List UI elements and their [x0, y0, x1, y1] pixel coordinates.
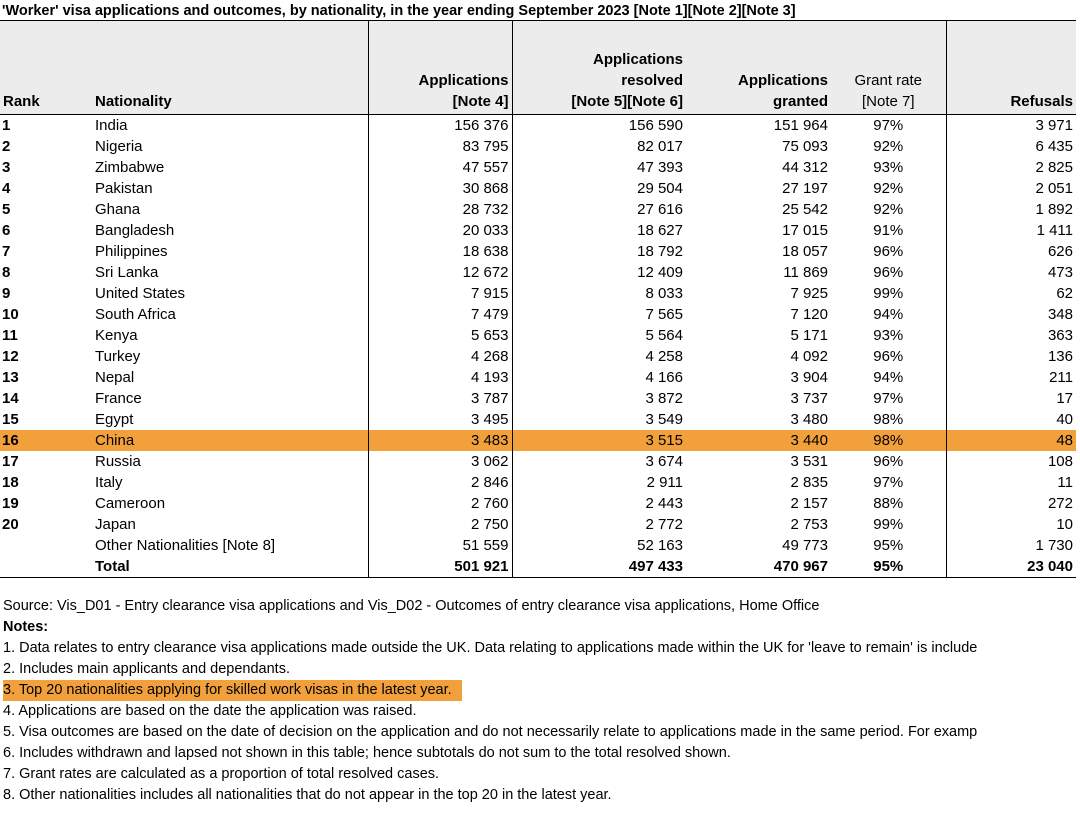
cell-refusals: 48	[946, 430, 1076, 451]
cell-nationality: Philippines	[95, 243, 168, 260]
cell-total-label: Total	[92, 556, 368, 578]
cell-rank: 7	[2, 243, 11, 260]
cell-rank: 15	[2, 411, 19, 428]
total-row	[0, 556, 1076, 578]
cell-applications: 47 557	[368, 157, 512, 178]
cell-grant-rate: 97%	[873, 474, 904, 491]
cell-rank: 10	[2, 306, 19, 323]
cell-refusals: 1 892	[946, 199, 1076, 220]
cell-grant-rate: 97%	[873, 390, 904, 407]
cell-refusals: 363	[946, 325, 1076, 346]
cell-nationality: Russia	[95, 453, 141, 470]
cell-rank: 6	[2, 222, 11, 239]
cell-nationality: France	[95, 390, 142, 407]
cell-granted: 44 312	[782, 159, 828, 176]
table-row	[0, 493, 1076, 514]
cell-nationality: South Africa	[95, 306, 176, 323]
cell-applications: 3 062	[368, 451, 512, 472]
cell-rank: 4	[2, 180, 11, 197]
table-header	[0, 21, 1076, 115]
cell-total-granted: 470 967	[686, 556, 831, 578]
cell-grant-rate: 99%	[873, 285, 904, 302]
header-grant-rate-line2: [Note 7]	[861, 93, 915, 110]
cell-refusals: 473	[946, 262, 1076, 283]
note-line	[3, 659, 977, 680]
cell-refusals: 1 730	[946, 535, 1076, 556]
notes-list	[3, 638, 978, 803]
table-row	[0, 199, 1076, 220]
table-row	[0, 325, 1076, 346]
header-grant-rate-line1: Grant rate	[854, 72, 923, 89]
cell-refusals: 108	[946, 451, 1076, 472]
cell-granted: 3 440	[686, 430, 831, 451]
notes-header: Notes:	[3, 619, 49, 635]
cell-rank: 19	[2, 495, 19, 512]
cell-nationality: Sri Lanka	[95, 264, 159, 281]
table-row	[0, 346, 1076, 367]
cell-resolved: 47 393	[637, 159, 683, 176]
note-line	[3, 764, 977, 785]
cell-nationality: Zimbabwe	[95, 159, 165, 176]
cell-granted: 151 964	[773, 117, 828, 134]
cell-refusals: 2 825	[946, 157, 1076, 178]
table-row	[0, 220, 1076, 241]
cell-total-applications: 501 921	[368, 556, 512, 578]
cell-applications: 30 868	[368, 178, 512, 199]
table-row	[0, 514, 1076, 535]
cell-grant-rate: 99%	[873, 516, 904, 533]
cell-total-resolved: 497 433	[512, 556, 686, 578]
cell-nationality: Japan	[95, 516, 136, 533]
cell-rank: 8	[2, 264, 11, 281]
header-granted-line1: Applications	[737, 72, 828, 89]
header-granted-line2: granted	[772, 93, 828, 110]
cell-rank: 12	[2, 348, 19, 365]
cell-grant-rate: 96%	[873, 348, 904, 365]
cell-refusals: 348	[946, 304, 1076, 325]
cell-granted: 27 197	[782, 180, 828, 197]
cell-grant-rate: 96%	[873, 264, 904, 281]
cell-grant-rate: 93%	[873, 159, 904, 176]
note-text: 2. Includes main applicants and dependants.	[3, 661, 290, 677]
cell-rank: 2	[2, 138, 11, 155]
cell-resolved: 27 616	[637, 201, 683, 218]
cell-applications: 7 479	[368, 304, 512, 325]
header-rank: Rank	[0, 21, 92, 115]
cell-grant-rate: 96%	[873, 453, 904, 470]
cell-granted: 3 737	[790, 390, 828, 407]
cell-granted: 7 120	[790, 306, 828, 323]
cell-grant-rate: 88%	[873, 495, 904, 512]
cell-grant-rate: 96%	[873, 243, 904, 260]
cell-applications: 5 653	[368, 325, 512, 346]
cell-granted: 25 542	[782, 201, 828, 218]
table-row	[0, 388, 1076, 409]
cell-rank: 16	[0, 430, 92, 451]
cell-applications: 3 787	[368, 388, 512, 409]
cell-granted: 11 869	[783, 264, 828, 281]
cell-rank	[0, 535, 92, 556]
cell-total-refusals: 23 040	[946, 556, 1076, 578]
cell-nationality: Other Nationalities [Note 8]	[95, 537, 276, 554]
cell-resolved: 3 549	[645, 411, 683, 428]
cell-rank: 18	[2, 474, 19, 491]
cell-applications: 51 559	[368, 535, 512, 556]
cell-rank: 9	[2, 285, 11, 302]
cell-resolved: 3 674	[645, 453, 683, 470]
cell-rank: 1	[2, 117, 11, 134]
header-applications-line2: [Note 4]	[452, 93, 509, 110]
cell-granted: 49 773	[782, 537, 828, 554]
cell-nationality: Nigeria	[95, 138, 143, 155]
cell-granted: 2 753	[790, 516, 828, 533]
cell-refusals: 6 435	[946, 136, 1076, 157]
note-line	[3, 722, 977, 743]
cell-resolved: 12 409	[637, 264, 683, 281]
cell-granted: 18 057	[782, 243, 828, 260]
visa-table	[0, 20, 1076, 578]
cell-granted: 17 015	[782, 222, 828, 239]
table-row	[0, 115, 1076, 137]
note-line	[3, 701, 977, 722]
cell-rank: 11	[2, 327, 18, 344]
cell-resolved: 29 504	[637, 180, 683, 197]
table-row	[0, 178, 1076, 199]
cell-nationality: India	[95, 117, 128, 134]
cell-nationality: Cameroon	[95, 495, 166, 512]
note-line	[3, 680, 977, 701]
table-row	[0, 409, 1076, 430]
cell-grant-rate: 93%	[873, 327, 904, 344]
cell-resolved: 2 911	[646, 474, 683, 491]
note-line	[3, 743, 977, 764]
note-text: 7. Grant rates are calculated as a proportion of total resolved cases.	[3, 766, 440, 782]
cell-nationality: Turkey	[95, 348, 141, 365]
note-text: 5. Visa outcomes are based on the date of decision on the application and do not necessarily relate to applications made in the same period. For examp	[3, 724, 978, 740]
cell-resolved: 18 792	[637, 243, 683, 260]
header-resolved-line3: [Note 5][Note 6]	[571, 93, 683, 110]
cell-granted: 5 171	[790, 327, 828, 344]
cell-grant-rate: 98%	[831, 430, 946, 451]
cell-total-grant-rate: 95%	[831, 556, 946, 578]
cell-rank: 13	[2, 369, 19, 386]
note-line	[3, 638, 977, 659]
cell-rank: 3	[2, 159, 11, 176]
cell-resolved: 7 565	[645, 306, 683, 323]
cell-granted: 3 904	[790, 369, 828, 386]
cell-granted: 4 092	[790, 348, 828, 365]
table-row	[0, 430, 1076, 451]
cell-resolved: 3 515	[512, 430, 686, 451]
cell-refusals: 626	[946, 241, 1076, 262]
cell-applications: 20 033	[368, 220, 512, 241]
cell-grant-rate: 91%	[873, 222, 904, 239]
table-row	[0, 304, 1076, 325]
table-title: 'Worker' visa applications and outcomes, by nationality, in the year ending September 2023 [Note 1][Note 2][Note 3]	[2, 3, 796, 19]
cell-grant-rate: 95%	[873, 537, 904, 554]
cell-granted: 3 531	[790, 453, 828, 470]
cell-grant-rate: 92%	[873, 201, 904, 218]
note-text: 8. Other nationalities includes all nationalities that do not appear in the top 20 in the latest year.	[3, 787, 612, 803]
cell-granted: 2 157	[790, 495, 828, 512]
cell-grant-rate: 94%	[873, 306, 904, 323]
cell-resolved: 82 017	[637, 138, 683, 155]
note-text: 3. Top 20 nationalities applying for skilled work visas in the latest year.	[3, 680, 462, 701]
cell-nationality: China	[92, 430, 368, 451]
cell-refusals: 272	[946, 493, 1076, 514]
table-row	[0, 283, 1076, 304]
cell-refusals: 11	[946, 472, 1076, 493]
cell-resolved: 2 772	[645, 516, 683, 533]
cell-grant-rate: 97%	[873, 117, 904, 134]
cell-nationality: Nepal	[95, 369, 135, 386]
cell-refusals: 2 051	[946, 178, 1076, 199]
cell-resolved: 156 590	[628, 117, 683, 134]
cell-applications: 28 732	[368, 199, 512, 220]
cell-refusals: 136	[946, 346, 1076, 367]
table-row	[0, 241, 1076, 262]
cell-applications: 12 672	[368, 262, 512, 283]
cell-granted: 2 835	[790, 474, 828, 491]
cell-refusals: 62	[946, 283, 1076, 304]
cell-grant-rate: 94%	[873, 369, 904, 386]
cell-applications: 2 760	[368, 493, 512, 514]
cell-applications: 2 846	[368, 472, 512, 493]
cell-resolved: 4 258	[645, 348, 683, 365]
cell-granted: 3 480	[790, 411, 828, 428]
cell-grant-rate: 92%	[873, 138, 904, 155]
cell-nationality: Bangladesh	[95, 222, 175, 239]
cell-applications: 156 376	[368, 115, 512, 137]
table-row	[0, 472, 1076, 493]
cell-resolved: 3 872	[645, 390, 683, 407]
cell-refusals: 40	[946, 409, 1076, 430]
cell-resolved: 4 166	[645, 369, 683, 386]
cell-resolved: 8 033	[645, 285, 683, 302]
header-nationality: Nationality	[92, 21, 368, 115]
cell-granted: 7 925	[790, 285, 828, 302]
cell-rank	[0, 556, 92, 578]
cell-nationality: Kenya	[95, 327, 138, 344]
header-applications	[368, 21, 512, 115]
table-row	[0, 367, 1076, 388]
note-text: 1. Data relates to entry clearance visa applications made outside the UK. Data relating to applications made within the UK for 'leave to remain' is include	[3, 640, 978, 656]
cell-nationality: Egypt	[95, 411, 134, 428]
note-line	[3, 785, 977, 806]
header-grant-rate	[831, 21, 946, 115]
cell-resolved: 5 564	[645, 327, 683, 344]
cell-applications: 4 193	[368, 367, 512, 388]
note-text: 4. Applications are based on the date the application was raised.	[3, 703, 417, 719]
source-line: Source: Vis_D01 - Entry clearance visa applications and Vis_D02 - Outcomes of entry clearance visa applications, Home Office	[3, 598, 820, 614]
cell-refusals: 3 971	[946, 115, 1076, 137]
header-applications-line1: Applications	[418, 72, 509, 89]
cell-applications: 4 268	[368, 346, 512, 367]
header-resolved-line2: resolved	[621, 72, 683, 89]
cell-nationality: United States	[95, 285, 186, 302]
cell-applications: 7 915	[368, 283, 512, 304]
notes-section	[3, 596, 978, 803]
header-refusals: Refusals	[946, 21, 1076, 115]
note-text: 6. Includes withdrawn and lapsed not shown in this table; hence subtotals do not sum to the total resolved shown.	[3, 745, 731, 761]
cell-rank: 5	[2, 201, 11, 218]
table-row	[0, 262, 1076, 283]
header-resolved	[512, 21, 686, 115]
cell-granted: 75 093	[782, 138, 828, 155]
cell-rank: 17	[2, 453, 19, 470]
table-row	[0, 157, 1076, 178]
table-row	[0, 535, 1076, 556]
cell-grant-rate: 98%	[873, 411, 904, 428]
table-row	[0, 451, 1076, 472]
cell-rank: 14	[2, 390, 19, 407]
cell-applications: 3 495	[368, 409, 512, 430]
cell-refusals: 1 411	[946, 220, 1076, 241]
table-body	[0, 115, 1076, 578]
header-granted	[686, 21, 831, 115]
cell-nationality: Ghana	[95, 201, 141, 218]
header-resolved-line1: Applications	[592, 51, 683, 68]
cell-applications: 3 483	[368, 430, 512, 451]
cell-nationality: Pakistan	[95, 180, 153, 197]
cell-refusals: 211	[946, 367, 1076, 388]
cell-refusals: 10	[946, 514, 1076, 535]
table-row	[0, 136, 1076, 157]
cell-resolved: 52 163	[637, 537, 683, 554]
cell-resolved: 18 627	[637, 222, 683, 239]
cell-applications: 2 750	[368, 514, 512, 535]
cell-rank: 20	[2, 516, 19, 533]
cell-grant-rate: 92%	[873, 180, 904, 197]
cell-resolved: 2 443	[645, 495, 683, 512]
cell-applications: 83 795	[368, 136, 512, 157]
cell-refusals: 17	[946, 388, 1076, 409]
cell-nationality: Italy	[95, 474, 123, 491]
cell-applications: 18 638	[368, 241, 512, 262]
